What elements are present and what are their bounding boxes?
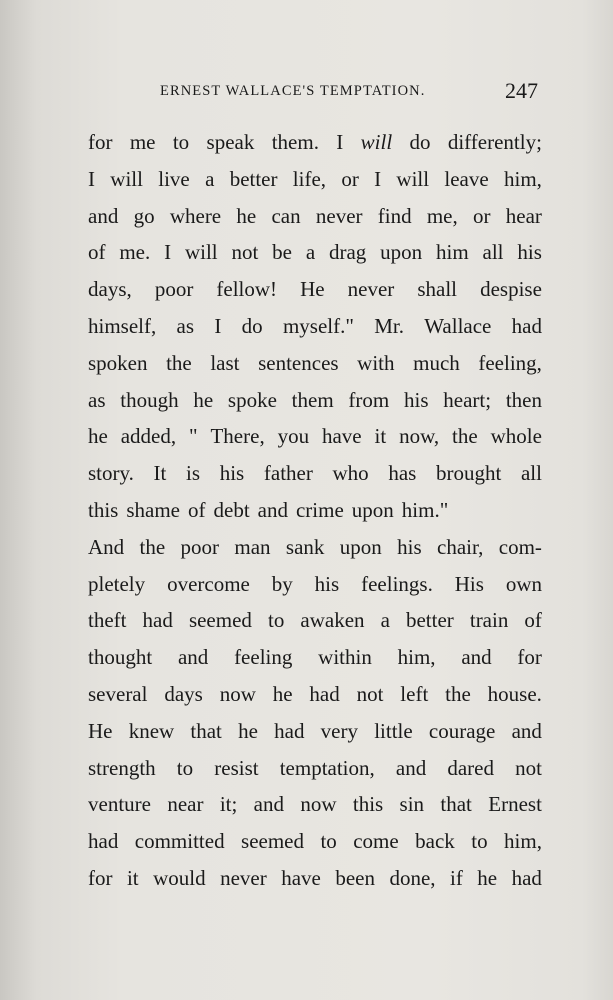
text-line: he added, " There, you have it now, the whole (88, 424, 542, 449)
text-line: as though he spoke them from his heart; then (88, 387, 542, 412)
text-line: for me to speak them. I will do differently; (88, 130, 542, 154)
text-line: And the poor man sank upon his chair, com- (88, 534, 542, 559)
page-number: 247 (505, 78, 538, 103)
text-line: this shame of debt and crime upon him." (88, 497, 449, 522)
text-line: days, poor fellow! He never shall despise (88, 277, 542, 302)
text-line: strength to resist temptation, and dared not (88, 755, 542, 780)
text-line: He knew that he had very little courage and (88, 718, 542, 743)
text-line: several days now he had not left the house. (88, 681, 542, 706)
text-line: had committed seemed to come back to him, (88, 829, 542, 854)
running-title: ERNEST WALLACE'S TEMPTATION. (160, 83, 426, 99)
text-line: pletely overcome by his feelings. His own (88, 571, 542, 596)
text-line: and go where he can never find me, or hear (88, 203, 542, 228)
text-line: himself, as I do myself." Mr. Wallace had (88, 313, 542, 338)
running-head (160, 80, 550, 104)
text-line: story. It is his father who has brought all (88, 461, 542, 486)
text-line: I will live a better life, or I will leave him, (88, 166, 542, 191)
text-line: spoken the last sentences with much feeling, (88, 350, 542, 375)
text-line: of me. I will not be a drag upon him all his (88, 240, 542, 265)
text-line: theft had seemed to awaken a better train of (88, 608, 542, 633)
body-text (88, 124, 542, 897)
text-line: venture near it; and now this sin that Ernest (88, 792, 542, 817)
text-line: thought and feeling within him, and for (88, 645, 542, 670)
text-line: for it would never have been done, if he had (88, 865, 542, 890)
